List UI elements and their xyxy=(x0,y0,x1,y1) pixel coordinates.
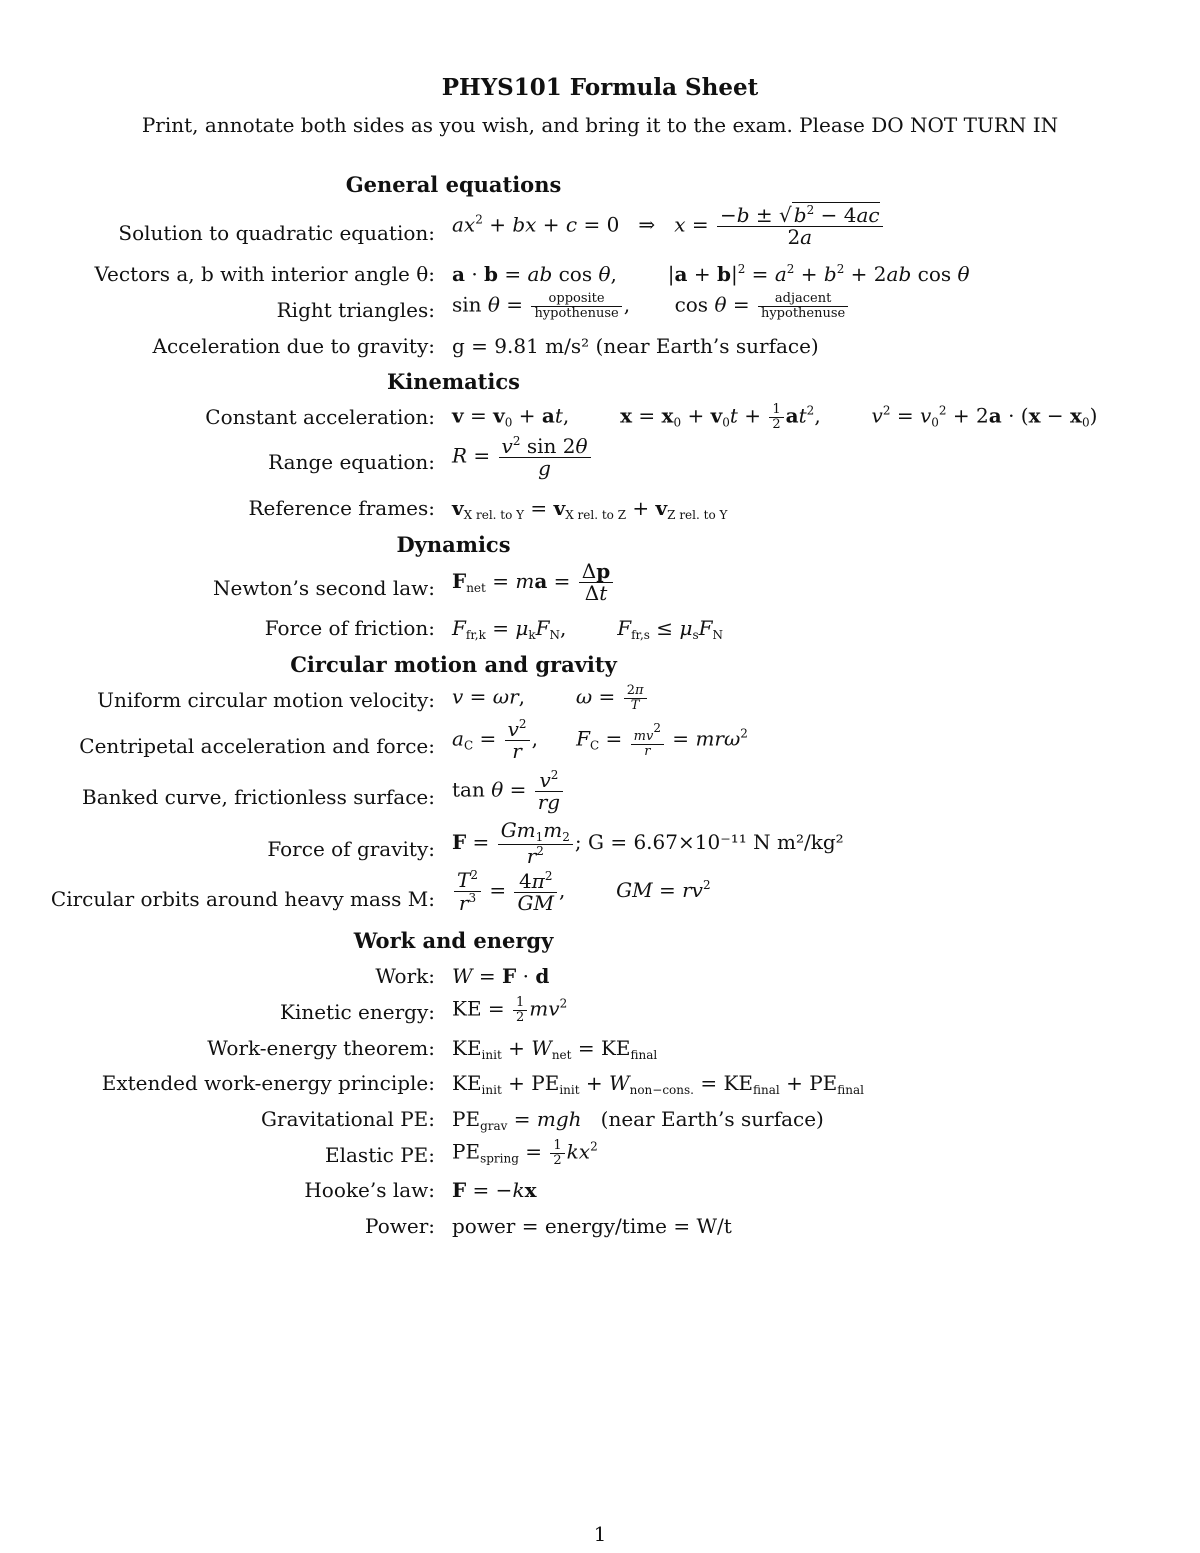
formula-work-energy-theorem: $KE_{init} + W_{net} = KE_{final}$ xyxy=(452,1036,658,1062)
gravity-note: (near Earth’s surface) xyxy=(595,334,819,358)
section-title-kinematics: Kinematics xyxy=(387,369,520,394)
label-banked-curve: Banked curve, frictionless surface: xyxy=(82,785,435,809)
formula-quadratic: $ax^2$ + bx + c = 0 ⇒ x = $\frac{-b \pm √ b^2 - 4ac}{2a}$ xyxy=(452,204,885,248)
label-circular-orbits: Circular orbits around heavy mass M: xyxy=(50,887,435,911)
gravitational-pe-note: (near Earth’s surface) xyxy=(600,1107,824,1131)
label-elastic-pe: Elastic PE: xyxy=(325,1143,435,1167)
formula-centripetal: $a_C$ = $\frac{v^2}{r}$ , $F_C$ = $\frac{mv2}{r}$ = mrω$^2$ xyxy=(452,717,748,763)
label-kinetic-energy: Kinetic energy: xyxy=(280,1000,435,1024)
page-title: PHYS101 Formula Sheet xyxy=(441,74,759,101)
formula-uniform-circular: v = ωr, ω = $\frac{2\pi}{T}$ xyxy=(452,684,649,712)
formula-gravitational-pe: $PE_{grav}$ = mgh (near Earth’s surface) xyxy=(452,1107,824,1133)
label-work: Work: xyxy=(375,964,435,988)
formula-constant-accel: $v = v_0$ + at, $x = x_0 + v_0t$ + $\frac{1}{2}$ $at^2$, $v^2 = v_0^2 + 2a \cdot (x - x_0)$ xyxy=(452,402,1098,432)
label-force-gravity: Force of gravity: xyxy=(267,837,435,861)
section-title-circular: Circular motion and gravity xyxy=(290,652,617,677)
formula-extended-work-energy: $KE_{init} + PE_{init} + W_{non-cons.} = KE_{final} + PE_{final}$ xyxy=(452,1071,864,1097)
formula-friction: $F_{fr,k} = \mu_kF_N$, $F_{fr,s} \le \mu_sF_N$ xyxy=(452,616,723,642)
label-gravitational-pe: Gravitational PE: xyxy=(261,1107,435,1131)
section-title-work: Work and energy xyxy=(353,928,554,953)
page-subtitle: Print, annotate both sides as you wish, and bring it to the exam. Please DO NOT TURN IN xyxy=(141,113,1059,137)
label-newton-second: Newton’s second law: xyxy=(213,576,435,600)
formula-hookes-law: F = −kx xyxy=(452,1178,537,1202)
formula-vectors: a · b = ab cos θ, $|a + b|^2 = a^2 + b^2 + 2ab$ cos θ xyxy=(452,262,970,286)
label-extended-work-energy: Extended work-energy principle: xyxy=(101,1071,435,1095)
formula-elastic-pe: $PE_{spring}$ = $\frac{1}{2}$ $kx^2$ xyxy=(452,1138,598,1168)
formula-work: W = F · d xyxy=(452,964,550,988)
formula-reference-frames: $v_{X rel. to Y} = v_{X rel. to Z} + v_{Z rel. to Y}$ xyxy=(452,496,728,522)
formula-gravity-accel xyxy=(452,334,819,358)
label-friction: Force of friction: xyxy=(264,616,435,640)
formula-force-gravity: F = $\frac{Gm_1m_2}{r^2}$ ; G = 6.67×10⁻¹¹ N m²/kg² xyxy=(452,818,844,868)
formula-power: power = energy/time = W/t xyxy=(452,1214,732,1238)
label-hookes-law: Hooke’s law: xyxy=(304,1178,435,1202)
label-power: Power: xyxy=(365,1214,435,1238)
formula-circular-orbits: $\frac{T^2}{r^3}$ = $\frac{4\pi^2}{GM}$ , GM = $rv^2$ xyxy=(452,869,711,914)
gravitational-constant: G = 6.67×10⁻¹¹ N m²/kg² xyxy=(588,829,844,854)
page-number: 1 xyxy=(593,1522,607,1546)
formula-right-triangles: sin θ = $\frac{\text{opposite}}{\text{hypothenuse}}$ , cos θ = $\frac{\text{adjacent}}{\text{hypothenuse}}$ xyxy=(452,292,850,320)
formula-banked-curve: tan θ = $\frac{v^2}{rg}$ xyxy=(452,769,565,813)
label-reference-frames: Reference frames: xyxy=(248,496,435,520)
label-range: Range equation: xyxy=(268,450,435,474)
label-uniform-circular: Uniform circular motion velocity: xyxy=(97,688,435,712)
formula-kinetic-energy: KE = $\frac{1}{2}$ $mv^2$ xyxy=(452,995,568,1025)
gravity-value: g = 9.81 m/s² xyxy=(452,334,590,358)
formula-range: R = $\frac{v^2 \sin 2\theta}{g}$ xyxy=(452,435,593,479)
label-constant-accel: Constant acceleration: xyxy=(205,405,435,429)
label-right-triangles: Right triangles: xyxy=(276,298,435,322)
label-quadratic: Solution to quadratic equation: xyxy=(118,221,435,245)
label-vectors: Vectors a, b with interior angle θ: xyxy=(94,262,435,286)
section-title-dynamics: Dynamics xyxy=(396,532,511,557)
label-work-energy-theorem: Work-energy theorem: xyxy=(207,1036,435,1060)
formula-newton-second: $F_{net}$ = ma = $\frac{\Delta p}{\Delta t}$ xyxy=(452,561,615,604)
label-gravity-accel: Acceleration due to gravity: xyxy=(152,334,435,358)
label-centripetal: Centripetal acceleration and force: xyxy=(79,734,435,758)
section-title-general: General equations xyxy=(345,172,562,197)
